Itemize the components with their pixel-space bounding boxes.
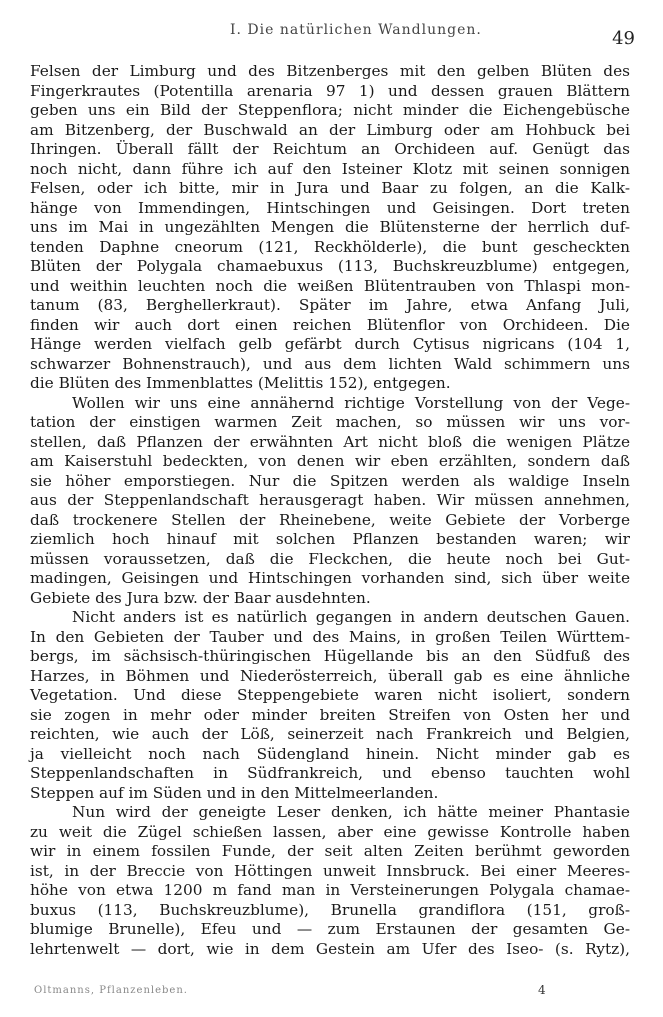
text-line: Nicht anders ist es natürlich gegangen in andern deutschen Gauen.	[72, 608, 630, 626]
text-line: Ihringen. Überall fällt der Reichtum an Orchideen auf. Genügt das	[30, 140, 630, 158]
text-line: Steppenlandschaften in Südfrankreich, und ebenso tauchten wohl	[30, 764, 630, 782]
text-line: und weithin leuchten noch die weißen Blütentrauben von Thlaspi mon-	[30, 276, 630, 295]
text-line: schwarzer Bohnenstrauch), und aus dem lichten Wald schimmern uns	[30, 354, 630, 373]
text-line: Wollen wir uns eine annähernd richtige Vorstellung von der Vege-	[72, 393, 630, 412]
body-text	[30, 62, 630, 959]
text-line: Felsen der Limburg und des Bitzenberges mit den gelben Blüten des	[30, 62, 630, 80]
text-line: Felsen, oder ich bitte, mir in Jura und Baar zu folgen, an die Kalk-	[30, 179, 630, 197]
text-line: stellen, daß Pflanzen der erwähnten Art nicht bloß die wenigen Plätze	[30, 432, 630, 451]
text-line: ziemlich hoch hinauf mit solchen Pflanzen bestanden waren; wir	[30, 530, 630, 548]
text-line: höhe von etwa 1200 m fand man in Versteinerungen Polygala chamae-	[30, 881, 630, 899]
text-line: Blüten der Polygala chamaebuxus (113, Buchskreuzblume) entgegen,	[30, 257, 630, 275]
text-line: hänge von Immendingen, Hintschingen und Geisingen. Dort treten	[30, 198, 630, 217]
text-line: bergs, im sächsisch-thüringischen Hügellande bis an den Südfuß des	[30, 647, 630, 665]
text-line: In den Gebieten der Tauber und des Mains, in großen Teilen Württem-	[30, 627, 630, 646]
text-line: lehrtenwelt — dort, wie in dem Gestein am Ufer des Iseo- (s. Rytz),	[30, 939, 630, 958]
text-line: geben uns ein Bild der Steppenflora; nicht minder die Eichengebüsche	[30, 101, 630, 119]
text-line: Fingerkrautes (Potentilla arenaria 97 1) und dessen grauen Blättern	[30, 81, 630, 100]
text-line: Vegetation. Und diese Steppengebiete waren nicht isoliert, sondern	[30, 686, 630, 704]
text-line: noch nicht, dann führe ich auf den Isteiner Klotz mit seinen sonnigen	[30, 159, 630, 178]
footer-sheet-number: 4	[538, 983, 546, 997]
footer-signature: Oltmanns, Pflanzenleben.	[34, 985, 188, 996]
text-line: sie höher emporstiegen. Nur die Spitzen werden als waldige Inseln	[30, 471, 630, 490]
text-line: uns im Mai in ungezählten Mengen die Blütensterne der herrlich duf-	[30, 218, 630, 236]
text-line: die Blüten des Immenblattes (Melittis 152), entgegen.	[30, 374, 451, 392]
text-line: Nun wird der geneigte Leser denken, ich hätte meiner Phantasie	[72, 803, 630, 821]
text-line: madingen, Geisingen und Hintschingen vorhanden sind, sich über weite	[30, 569, 630, 587]
page-number: 49	[612, 28, 635, 49]
text-line: blumige Brunelle), Efeu und — zum Erstaunen der gesamten Ge-	[30, 920, 630, 938]
text-line: sie zogen in mehr oder minder breiten Streifen von Osten her und	[30, 705, 630, 724]
text-line: Steppen auf im Süden und in den Mittelmeerlanden.	[30, 783, 439, 802]
text-line: buxus (113, Buchskreuzblume), Brunella grandiflora (151, groß-	[30, 900, 630, 919]
running-head: I. Die natürlichen Wandlungen.	[230, 22, 482, 38]
text-line: daß trockenere Stellen der Rheinebene, weite Gebiete der Vorberge	[30, 510, 630, 529]
text-line: tanum (83, Berghellerkraut). Später im Jahre, etwa Anfang Juli,	[30, 296, 630, 314]
text-line: zu weit die Zügel schießen lassen, aber eine gewisse Kontrolle haben	[30, 822, 630, 841]
text-line: aus der Steppenlandschaft herausgeragt haben. Wir müssen annehmen,	[30, 491, 630, 509]
text-line: reichten, wie auch der Löß, seinerzeit nach Frankreich und Belgien,	[30, 725, 630, 743]
text-line: tenden Daphne cneorum (121, Reckhölderle), die bunt gescheckten	[30, 237, 630, 256]
text-line: müssen voraussetzen, daß die Fleckchen, die heute noch bei Gut-	[30, 549, 630, 568]
text-line: am Kaiserstuhl bedeckten, von denen wir eben erzählten, sondern daß	[30, 452, 630, 470]
text-line: am Bitzenberg, der Buschwald an der Limburg oder am Hohbuck bei	[30, 120, 630, 139]
text-line: finden wir auch dort einen reichen Blütenflor von Orchideen. Die	[30, 315, 630, 334]
text-line: ja vielleicht noch nach Südengland hinein. Nicht minder gab es	[30, 744, 630, 763]
text-line: tation der einstigen warmen Zeit machen, so müssen wir uns vor-	[30, 413, 630, 431]
text-line: Gebiete des Jura bzw. der Baar ausdehnten.	[30, 588, 371, 607]
text-line: wir in einem fossilen Funde, der seit alten Zeiten berühmt geworden	[30, 842, 630, 860]
text-line: ist, in der Breccie von Höttingen unweit Innsbruck. Bei einer Meeres-	[30, 861, 630, 880]
text-line: Harzes, in Böhmen und Niederösterreich, überall gab es eine ähnliche	[30, 666, 630, 685]
text-line: Hänge werden vielfach gelb gefärbt durch Cytisus nigricans (104 1,	[30, 335, 630, 353]
